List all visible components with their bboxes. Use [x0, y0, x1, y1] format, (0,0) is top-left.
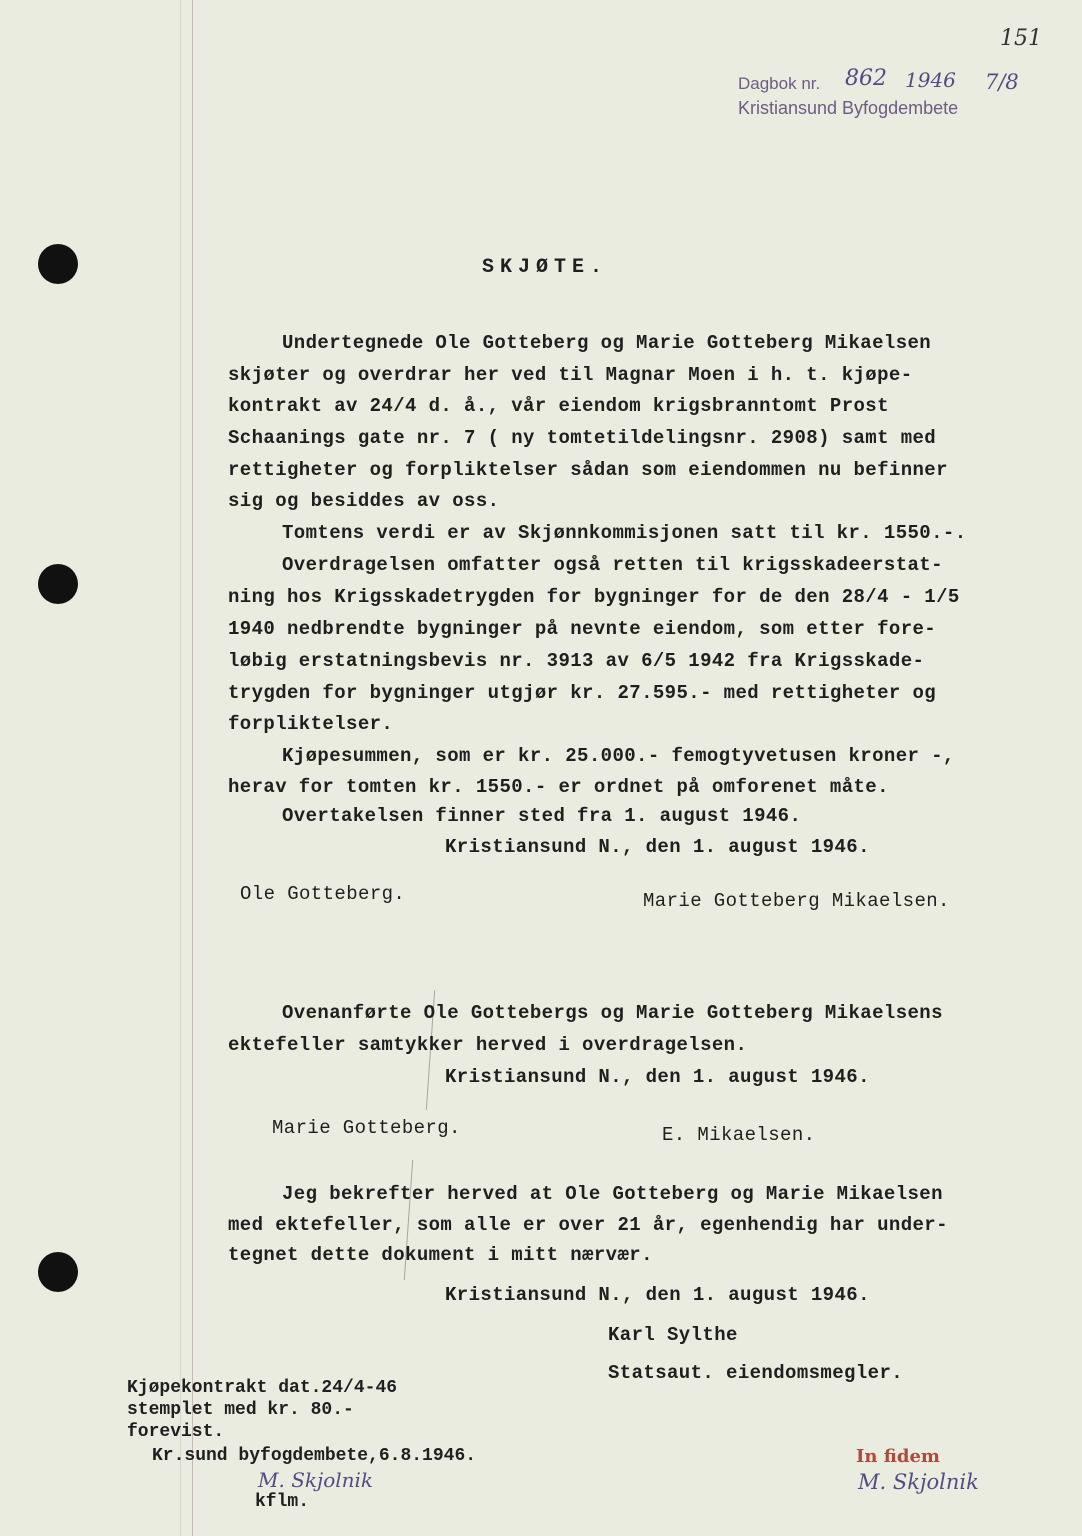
- consent-line: ektefeller samtykker herved i overdragelsen.: [228, 1034, 748, 1056]
- registration-note: Kjøpekontrakt dat.24/4-46: [127, 1378, 398, 1398]
- dagbok-date: 7/8: [985, 70, 1019, 94]
- margin-rule: [192, 0, 193, 1536]
- registration-note: stemplet med kr. 80.-: [127, 1400, 354, 1420]
- punch-hole: [38, 244, 78, 284]
- attest-line: Jeg bekrefter herved at Ole Gotteberg og Marie Mikaelsen: [282, 1183, 943, 1205]
- body-line: løbig erstatningsbevis nr. 3913 av 6/5 1942 fra Krigsskade-: [228, 650, 925, 672]
- signature-ole: Ole Gotteberg.: [240, 883, 406, 905]
- registration-note: forevist.: [127, 1422, 225, 1442]
- body-line: Tomtens verdi er av Skjønnkommisjonen satt til kr. 1550.-.: [282, 522, 967, 544]
- body-line: rettigheter og forpliktelser sådan som eiendommen nu befinner: [228, 459, 948, 481]
- body-line: skjøter og overdrar her ved til Magnar Moen i h. t. kjøpe-: [228, 364, 913, 386]
- handwritten-signature: M. Skjolnik: [258, 1468, 374, 1492]
- punch-hole: [38, 564, 78, 604]
- signature-mikaelsen: E. Mikaelsen.: [662, 1124, 816, 1146]
- body-line: forpliktelser.: [228, 713, 394, 735]
- place-date: Kristiansund N., den 1. august 1946.: [445, 1066, 870, 1088]
- place-date: Kristiansund N., den 1. august 1946.: [445, 836, 870, 858]
- broker-title: Statsaut. eiendomsmegler.: [608, 1362, 904, 1384]
- body-line: herav for tomten kr. 1550.- er ordnet på omforenet måte.: [228, 776, 889, 798]
- attest-line: med ektefeller, som alle er over 21 år, egenhendig har under-: [228, 1214, 948, 1236]
- signature-marie-mikaelsen: Marie Gotteberg Mikaelsen.: [643, 890, 950, 912]
- registration-note: Kr.sund byfogdembete,6.8.1946.: [152, 1446, 477, 1466]
- clerk-title: kflm.: [255, 1492, 310, 1512]
- body-line: kontrakt av 24/4 d. å., vår eiendom krigsbranntomt Prost: [228, 395, 889, 417]
- body-line: Schaanings gate nr. 7 ( ny tomtetildelingsnr. 2908) samt med: [228, 427, 937, 449]
- place-date: Kristiansund N., den 1. august 1946.: [445, 1284, 870, 1306]
- body-line: ning hos Krigsskadetrygden for bygninger for de den 28/4 - 1/5: [228, 586, 960, 608]
- document-title: SKJØTE.: [482, 256, 609, 279]
- page-number: 151: [1000, 26, 1042, 51]
- broker-name: Karl Sylthe: [608, 1324, 738, 1346]
- fold-line: [180, 0, 181, 1536]
- attest-line: tegnet dette dokument i mitt nærvær.: [228, 1244, 653, 1266]
- handwritten-signature: M. Skjolnik: [858, 1470, 979, 1494]
- body-line: Overdragelsen omfatter også retten til krigsskadeerstat-: [282, 554, 943, 576]
- punch-hole: [38, 1252, 78, 1292]
- dagbok-label: Dagbok nr.: [738, 74, 821, 93]
- in-fidem-stamp: In fidem: [856, 1446, 940, 1467]
- body-line: sig og besiddes av oss.: [228, 490, 500, 512]
- body-line: Undertegnede Ole Gotteberg og Marie Gotteberg Mikaelsen: [282, 332, 932, 354]
- body-line: trygden for bygninger utgjør kr. 27.595.- med rettigheter og: [228, 682, 937, 704]
- body-line: Overtakelsen finner sted fra 1. august 1946.: [282, 805, 802, 827]
- dagbok-number: 862: [845, 66, 887, 91]
- body-line: Kjøpesummen, som er kr. 25.000.- femogtyvetusen kroner -,: [282, 745, 955, 767]
- dagbok-year: 1946: [905, 68, 956, 92]
- body-line: 1940 nedbrendte bygninger på nevnte eiendom, som etter fore-: [228, 618, 937, 640]
- signature-marie-gotteberg: Marie Gotteberg.: [272, 1117, 461, 1139]
- consent-line: Ovenanførte Ole Gottebergs og Marie Gotteberg Mikaelsens: [282, 1002, 943, 1024]
- office-stamp: Kristiansund Byfogdembete: [738, 98, 959, 118]
